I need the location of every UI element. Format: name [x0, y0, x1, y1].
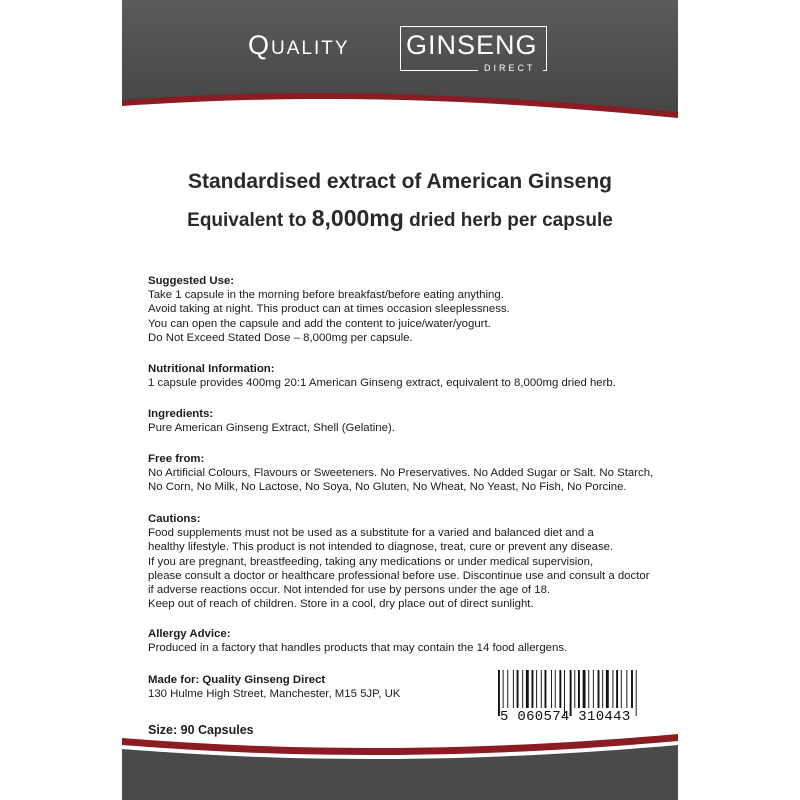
- section-line: Keep out of reach of children. Store in a cool, dry place out of direct sunlight.: [148, 598, 534, 611]
- pack-size: Size: 90 Capsules: [148, 723, 254, 737]
- barcode-bar: [513, 670, 514, 708]
- section-line: 1 capsule provides 400mg 20:1 American Ginseng extract, equivalent to 8,000mg dried herb.: [148, 377, 616, 390]
- section-heading: Suggested Use:: [148, 275, 235, 287]
- section-heading: Cautions:: [148, 513, 201, 525]
- section-heading: Free from:: [148, 453, 205, 465]
- section-line: No Corn, No Milk, No Lactose, No Soya, No Gluten, No Wheat, No Yeast, No Fish, No Porcine.: [148, 481, 627, 494]
- section-line: If you are pregnant, breastfeeding, taking any medications or under medical supervision,: [148, 555, 594, 568]
- section-line: healthy lifestyle. This product is not intended to diagnose, treat, cure or prevent any disease.: [148, 541, 614, 554]
- barcode-bar: [507, 670, 508, 708]
- barcode-bar: [503, 670, 504, 708]
- barcode-bar: [631, 670, 633, 708]
- section-line: You can open the capsule and add the content to juice/water/yogurt.: [148, 317, 491, 330]
- barcode-bar: [621, 670, 622, 708]
- section-line: please consult a doctor or healthcare professional before use. Discontinue use and consult a doctor: [148, 569, 650, 582]
- logo-word-direct: DIRECT: [484, 63, 536, 73]
- barcode-bar: [578, 670, 580, 708]
- subtitle-suffix: dried herb per capsule: [409, 210, 613, 231]
- section-line: Produced in a factory that handles products that may contain the 14 food allergens.: [148, 642, 568, 655]
- section-heading: Made for: Quality Ginseng Direct: [148, 674, 326, 686]
- barcode-bar: [606, 670, 609, 708]
- barcode-bar: [522, 670, 523, 708]
- subtitle-prefix: Equivalent to: [187, 210, 307, 231]
- section-heading: Allergy Advice:: [148, 628, 231, 640]
- barcode-bar: [626, 670, 627, 708]
- section-line: if adverse reactions occur. Not intended for use by persons under the age of 18.: [148, 584, 551, 597]
- product-subtitle: [122, 205, 678, 232]
- logo-word-quality: Quality: [248, 30, 350, 60]
- logo-word-ginseng: GINSENG: [406, 30, 538, 60]
- barcode-bar: [541, 670, 542, 708]
- section-line: No Artificial Colours, Flavours or Sweeteners. No Preservatives. No Added Sugar or Salt. No Starch,: [148, 467, 654, 480]
- barcode-bar: [545, 670, 547, 708]
- barcode-bar: [559, 670, 561, 708]
- barcode-bar: [616, 670, 618, 708]
- footer-wave: [122, 720, 678, 800]
- section-heading: Ingredients:: [148, 408, 214, 420]
- barcode-bar: [517, 670, 519, 708]
- product-title: Standardised extract of American Ginseng: [187, 170, 612, 193]
- section-allergy-advice: [148, 627, 668, 655]
- section-line: Food supplements must not be used as a substitute for a varied and balanced diet and a: [148, 527, 594, 540]
- section-line: Avoid taking at night. This product can at times occasion sleeplessness.: [148, 303, 510, 316]
- barcode-bar: [602, 670, 603, 708]
- barcode-bar: [583, 670, 586, 708]
- section-line: 130 Hulme High Street, Manchester, M15 5JP, UK: [148, 688, 401, 701]
- section-heading: Nutritional Information:: [148, 363, 275, 375]
- section-free-from: [148, 452, 668, 495]
- barcode-bar: [593, 670, 594, 708]
- section-ingredients: [148, 407, 668, 435]
- subtitle-amount: 8,000mg: [311, 205, 404, 231]
- barcode-bar: [598, 670, 600, 708]
- barcode-bar: [536, 670, 537, 708]
- barcode-bar: [612, 670, 613, 708]
- section-suggested-use: [148, 274, 668, 345]
- barcode-bar: [588, 670, 589, 708]
- barcode-bar: [526, 670, 529, 708]
- logo-underline-right: [543, 70, 547, 71]
- section-cautions: [148, 512, 668, 611]
- section-line: Pure American Ginseng Extract, Shell (Gelatine).: [148, 422, 395, 435]
- barcode-bar: [574, 670, 575, 708]
- section-line: Take 1 capsule in the morning before breakfast/before eating anything.: [148, 289, 504, 302]
- barcode-bar: [532, 670, 534, 708]
- barcode-bar: [551, 670, 552, 708]
- logo-underline-left: [400, 70, 478, 71]
- barcode-bar: [555, 670, 556, 708]
- barcode-digits: 5 060574 310443: [500, 709, 631, 725]
- section-nutritional-information: [148, 362, 668, 390]
- product-label: [122, 0, 678, 800]
- section-line: Do Not Exceed Stated Dose – 8,000mg per capsule.: [148, 331, 413, 344]
